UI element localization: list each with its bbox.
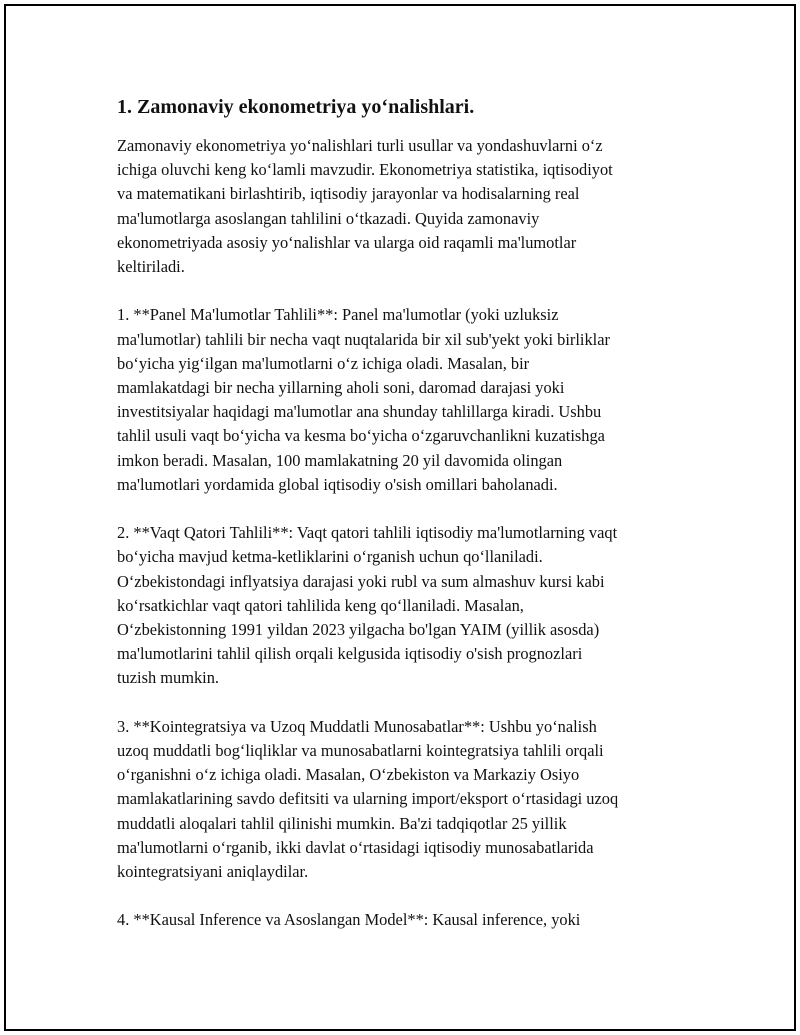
section-heading: 1. Zamonaviy ekonometriya yo‘nalishlari. (117, 96, 475, 118)
panel-data-paragraph: 1. **Panel Ma'lumotlar Tahlili**: Panel ma'lumotlar (yoki uzluksiz ma'lumotlar) tahlili bir necha vaqt nuqtalarida bir xil sub'yekt yoki birliklar bo‘yicha yig‘ilgan ma'lumotlarni o‘z ichiga oladi. Masalan, bir mamlakatdagi bir necha yillarning aholi soni, daromad darajasi yoki investitsiyalar haqidagi ma'lumotlar ana shunday tahlillarga kiradi. Ushbu tahlil usuli vaqt bo‘yicha va kesma bo‘yicha o‘zgaruvchanlikni kuzatishga imkon beradi. Masalan, 100 mamlakatning 20 yil davomida olingan ma'lumotlari yordamida global iqtisodiy o'sish omillari baholanadi. (117, 305, 610, 494)
cointegration-paragraph: 3. **Kointegratsiya va Uzoq Muddatli Munosabatlar**: Ushbu yo‘nalish uzoq muddatli bog‘liqliklar va munosabatlarni kointegratsiya tahlili orqali o‘rganishni o‘z ichiga oladi. Masalan, O‘zbekiston va Markaziy Osiyo mamlakatlarining savdo defitsiti va ularning import/eksport o‘rtasidagi uzoq muddatli aloqalari tahlil qilinishi mumkin. Ba'zi tadqiqotlar 25 yillik ma'lumotlarni o‘rganib, ikki davlat o‘rtasidagi iqtisodiy munosabatlarida kointegratsiyani aniqlaydilar. (117, 716, 619, 882)
intro-paragraph: Zamonaviy ekonometriya yo‘nalishlari turli usullar va yondashuvlarni o‘z ichiga oluvchi keng ko‘lamli mavzudir. Ekonometriya statistika, iqtisodiyot va matematikani birlashtirib, iqtisodiy jarayonlar va hodisalarning real ma'lumotlarga asoslangan tahlilini o‘tkazadi. Quyida zamonaviy ekonometriyada asosiy yo‘nalishlar va ularga oid raqamli ma'lumotlar keltiriladi. (117, 136, 613, 277)
causal-inference-paragraph: 4. **Kausal Inference va Asoslangan Model**: Kausal inference, yoki (117, 910, 581, 930)
document-body (117, 94, 692, 957)
time-series-paragraph: 2. **Vaqt Qatori Tahlili**: Vaqt qatori tahlili iqtisodiy ma'lumotlarning vaqt bo‘yicha mavjud ketma-ketliklarini o‘rganish uchun qo‘llaniladi. O‘zbekistondagi inflyatsiya darajasi yoki rubl va sum almashuv kursi kabi ko‘rsatkichlar vaqt qatori tahlilida keng qo‘llaniladi. Masalan, O‘zbekistonning 1991 yildan 2023 yilgacha bo'lgan YAIM (yillik asosda) ma'lumotlarini tahlil qilish orqali kelgusida iqtisodiy o'sish prognozlari tuzish mumkin. (117, 523, 618, 688)
